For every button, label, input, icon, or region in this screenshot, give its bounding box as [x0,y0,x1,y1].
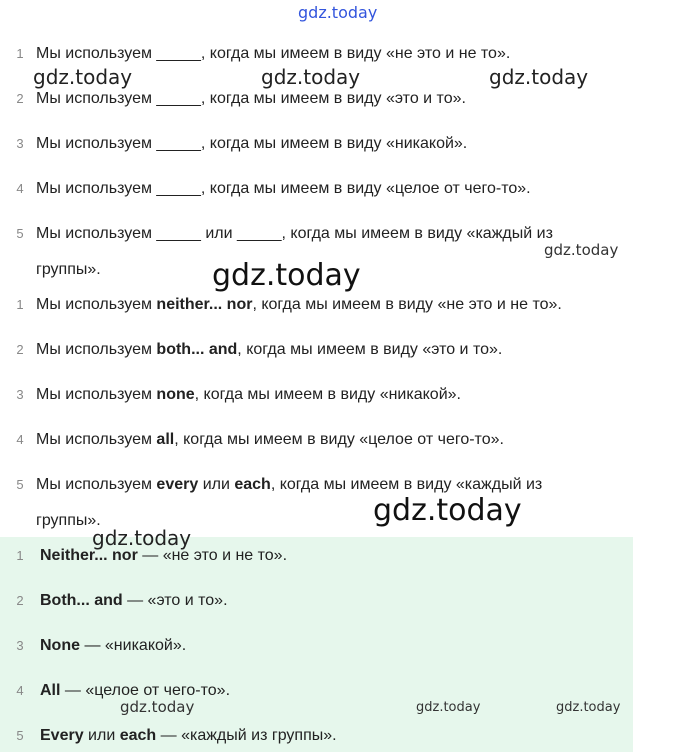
watermark: gdz.today [120,698,195,716]
watermark: gdz.today [544,241,619,259]
filled-text: Мы используем none, когда мы имеем в виду «никакой». [36,386,461,403]
filled-text: Мы используем every или each, когда мы имеем в виду «каждый из [36,476,543,493]
watermark: gdz.today [489,65,589,89]
answer-text: Both... and — «это и то». [40,592,228,609]
item-number: 3 [16,136,24,151]
answer-text: None — «никакой». [40,637,187,654]
item-number: 4 [16,432,24,447]
item-number: 4 [16,683,24,698]
item-number: 3 [16,638,24,653]
filled-text: Мы используем both... and, когда мы имеем в виду «это и то». [36,341,503,358]
item-number: 1 [16,548,24,563]
watermark: gdz.today [212,258,361,293]
watermark: gdz.today [261,65,361,89]
watermark: gdz.today [33,65,133,89]
answer-text: Neither... nor — «не это и не то». [40,547,288,564]
answer-text: Every или each — «каждый из группы». [40,727,337,744]
item-number: 5 [16,728,24,743]
question-text: Мы используем _____, когда мы имеем в виду «целое от чего-то». [36,180,531,197]
item-number: 4 [16,181,24,196]
item-number: 3 [16,387,24,402]
watermark: gdz.today [416,700,481,715]
question-text: Мы используем _____, когда мы имеем в виду «никакой». [36,135,468,152]
item-number: 1 [16,46,24,61]
question-text: группы». [36,261,101,278]
question-text: Мы используем _____ или _____, когда мы имеем в виду «каждый из [36,225,553,242]
item-number: 5 [16,477,24,492]
item-number: 2 [16,593,24,608]
watermark: gdz.today [373,493,522,528]
watermark: gdz.today [556,700,621,715]
question-text: Мы используем _____, когда мы имеем в виду «это и то». [36,90,466,107]
question-text: Мы используем _____, когда мы имеем в виду «не это и не то». [36,45,511,62]
filled-text: Мы используем all, когда мы имеем в виду «целое от чего-то». [36,431,504,448]
filled-text: группы». [36,512,101,529]
watermark: gdz.today [92,526,192,550]
answer-text: All — «целое от чего-то». [40,682,231,699]
item-number: 1 [16,297,24,312]
item-number: 2 [16,91,24,106]
item-number: 2 [16,342,24,357]
watermark-top: gdz.today [298,3,378,22]
filled-text: Мы используем neither... nor, когда мы имеем в виду «не это и не то». [36,296,562,313]
item-number: 5 [16,226,24,241]
